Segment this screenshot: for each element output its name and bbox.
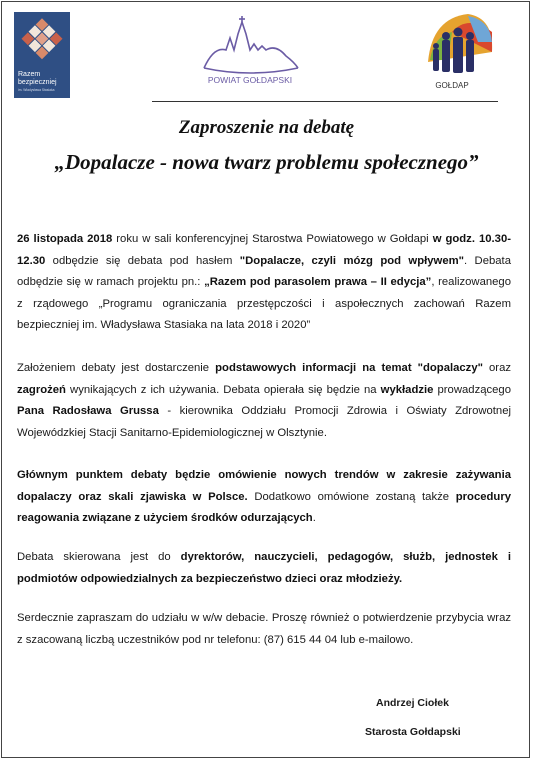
p2-text-2: oraz (482, 362, 511, 374)
paragraph-event-details (17, 229, 511, 337)
church-skyline-icon (190, 16, 310, 90)
p3-bold-1: Głównym punktem debaty będzie omówienie nowych trendów w zakresie zażywania dopalaczy oraz skali zjawiska w Polsce. (17, 469, 511, 503)
logo-center-text: POWIAT GOŁDAPSKI (207, 75, 293, 85)
signature-role: Starosta Gołdapski (365, 726, 461, 738)
logo-left-text-3: im. Władysława Stasiaka (18, 88, 55, 92)
logo-left-text-1: Razem (18, 71, 41, 78)
p1-text-1: roku w sali konferencyjnej Starostwa Powiatowego w Gołdapi (112, 233, 433, 245)
logo-left-text-2: bezpieczniej (18, 79, 57, 86)
event-date: 26 listopada 2018 (17, 233, 113, 245)
paragraph-audience (17, 547, 511, 590)
p2-bold-3: wykładzie (380, 383, 434, 396)
p3-text-2: . (312, 512, 316, 525)
razem-bezpieczniej-logo (14, 12, 70, 98)
paragraph-debate-goal (17, 358, 511, 444)
p1-text-3: . Debata odbędzie się w ramach projektu pn.: (17, 254, 511, 289)
header-divider (152, 101, 498, 102)
p2-bold-1: podstawowych informacji na temat "dopalaczy" (215, 362, 483, 374)
p3-text-1: Dodatkowo omówione zostaną także (247, 490, 456, 503)
goldap-logo (408, 12, 496, 94)
p2-text-3: wynikających z ich używania. Debata opierała się będzie na (65, 383, 381, 396)
debate-slogan: "Dopalacze, czyli mózg pod wpływem" (239, 254, 465, 267)
debate-subtitle: „Dopalacze - nowa twarz problemu społecznego” (54, 150, 479, 174)
paragraph-main-topic (17, 465, 511, 530)
logo-right-text: GOŁDAP (435, 81, 469, 90)
p1-text-2: odbędzie się debata pod hasłem (45, 254, 240, 267)
project-name: „Razem pod parasolem prawa – II edycja” (204, 276, 432, 289)
event-hours: w godz. 10.30-12.30 (17, 233, 511, 267)
p2-bold-2: zagrożeń (17, 383, 66, 396)
p2-text-4: prowadzącego (433, 383, 511, 396)
signature-name: Andrzej Ciołek (376, 697, 449, 709)
p2-text-5: - kierownika Oddziału Promocji Zdrowia i Oświaty Zdrowotnej Wojewódzkiej Stacji Sanitarno-Epidemiologicznej w Olsztynie. (17, 405, 512, 439)
speaker-name: Pana Radosława Grussa (17, 405, 159, 418)
diamond-pattern-icon (14, 12, 70, 98)
p2-text-1: Założeniem debaty jest dostarczenie (17, 362, 216, 374)
people-umbrella-icon (408, 12, 496, 94)
p4-text-1: Debata skierowana jest do (17, 551, 181, 563)
paragraph-invitation-closing: Serdecznie zapraszam do udziału w w/w debacie. Proszę również o potwierdzenie przybycia wraz z szacowaną liczbą uczestników pod nr telefonu: (87) 615 44 04 lub e-mailowo. (17, 612, 511, 646)
p4-bold-1: dyrektorów, nauczycieli, pedagogów, służb, jednostek i podmiotów odpowiedzialnych za bezpieczeństwo dzieci oraz młodzieży. (17, 551, 511, 585)
p1-text-4: , realizowanego z rządowego „Programu ograniczania przestępczości i aspołecznych zachowań Razem bezpieczniej im. Władysława Stasiaka na lata 2018 i 2020” (17, 276, 511, 332)
invitation-title: Zaproszenie na debatę (178, 117, 355, 138)
p3-bold-2: procedury reagowania związane z użyciem środków odurzających (17, 490, 511, 525)
powiat-goldapski-logo (190, 16, 310, 90)
